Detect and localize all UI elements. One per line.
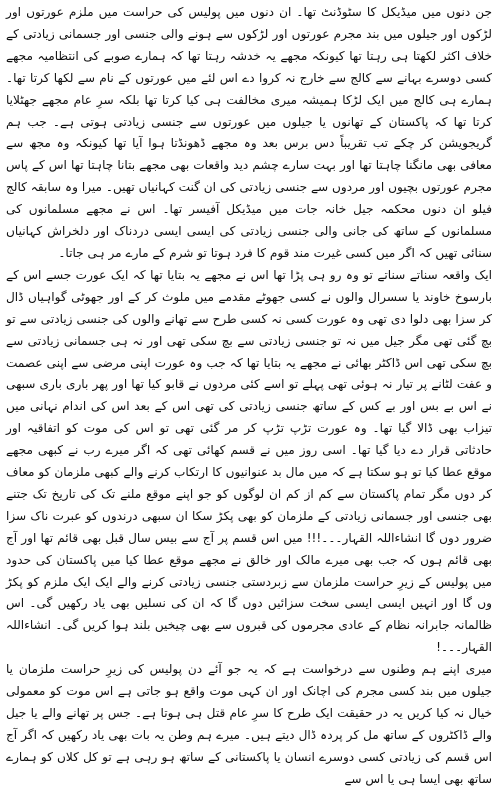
article-paragraph-1: جن دنوں میں میڈیکل کا سٹوڈنٹ تھا۔ ان دنوں میں پولیس کی حراست میں ملزم عورتوں اور لڑکوں اور جیلوں میں بند مجرم عورتوں اور لڑکوں سے ہونے والی جنسی اور جسمانی زیادتی کے خلاف اکثر لکھتا ہی رہتا تھا کیونکہ مجھے یہ خدشہ رہتا تھا کہ ہمارے صوبے کی انتظامیہ مجھے کسی دوسرے بہانے سے کالج سے خارج نہ کروا دے اس لئے میں عورتوں کے نام سے لکھا کرتا تھا۔ ہمارے ہی کالج میں ایک لڑکا ہمیشہ میری مخالفت ہی کیا کرتا تھا بلکہ سرِ عام مجھے جھٹلایا کرتا تھا کہ پاکستان کے تھانوں یا جیلوں میں عورتوں سے جنسی زیادتی ہوتی ہے۔ جب ہم گریجویشن کر چکے تب تقریباً دس برس بعد وہ مجھے ڈھونڈتا ہوا آیا تھا کیونکہ وہ مجھ سے معافی بھی مانگنا چاہتا تھا اور بہت سارے چشم دید واقعات بھی مجھے بتانا چاہتا تھا اس کے پاس مجرم عورتوں بچیوں اور مردوں سے جنسی زیادتی کی ان گنت کہانیاں تھیں۔ میرا وہ سابقہ کالج فیلو ان دنوں محکمہ جیل خانہ جات میں میڈیکل آفیسر تھا۔ اس نے مجھے مسلمانوں کی مسلمانوں کے ساتھ کی جانی والی جنسی زیادتی کی ایسی ایسی دردناک اور دلخراش کہانیاں سنائی تھیں کہ اگر میں کسی غیرت مند قوم کا فرد ہوتا تو شرم کے مارے مر ہی جاتا۔ bbox=[6, 5, 492, 260]
article-paragraph-3: میری اپنے ہم وطنوں سے درخواست ہے کہ یہ جو آئے دن پولیس کی زیرِ حراست ملزمان یا جیلوں میں بند کسی مجرم کی اچانک اور ان کہی موت واقع ہو جاتی ہے اس موت کو معمولی خیال نہ کیا کریں یہ در حقیقت ایک طرح کا سرِ عام قتل ہی ہوتا ہے۔ جس پر تھانے والے یا جیل والے ڈاکٹروں کے ساتھ مل کر پردہ ڈال دیتے ہیں۔ میرے ہم وطن یہ بات بھی یاد رکھیں کہ اگر آج اس قسم کی زیادتی کسی دوسرے انسان یا پاکستانی کے ساتھ ہو رہی ہے تو کل کلاں کو ہمارے ساتھ بھی ایسا ہی یا اس سے bbox=[6, 662, 492, 786]
article-paragraph-2: ایک واقعہ سناتے سناتے تو وہ رو ہی پڑا تھا اس نے مجھے یہ بتایا تھا کہ ایک عورت جسے اس کے بارسوخ خاوند یا سسرال والوں نے کسی جھوٹے مقدمے میں ملوث کر کے اور جھوٹی گواہیاں ڈال کر سزا بھی دلوا دی تھی وہ عورت کسی نہ کسی طرح سے تھانے والوں کی جنسی زیادتی سے تو بچ گئی تھی مگر جیل میں نہ تو جنسی زیادتی سے بچ سکی تھی اور نہ ہی جسمانی زیادتی سے بچ سکی تھی اس ڈاکٹر بھائی نے مجھے یہ بتایا تھا کہ جب وہ عورت اپنی مرضی سے اپنی عصمت و عفت لٹانے پر تیار نہ ہوئی تھی پہلے تو اسے کئی مردوں نے قابو کیا تھا اور پھر باری باری سبھی نے اس بے بس اور بے کس کے ساتھ جنسی زیادتی کی تھی اس کے بعد اس کی اندام نہانی میں تیزاب بھی ڈالا گیا تھا۔ وہ عورت تڑپ تڑپ کر مر گئی تھی تو اس کی موت کو اتفاقیہ اور حادثاتی قرار دے دیا گیا تھا۔ اسی روز میں نے قسم کھائی تھی کہ اگر میرے رب نے کبھی مجھے موقع عطا کیا تو ہو سکتا ہے کہ میں مال بد عنوانیوں کا ارتکاب کرنے والے کبھی ملزمان کو معاف کر دوں مگر تمام پاکستان سے کم از کم ان لوگوں کو جو اپنے موقع ملنے تک کی تاریخ تک جتنے بھی جنسی اور جسمانی زیادتی کے ملزمان کو بھی پکڑ سکا ان سبھی درندوں کو عبرت ناک سزا ضرور دوں گا انشاءاللہ القہار۔۔۔!!! میں اس قسم پر آج سے بیس سال قبل بھی قائم تھا اور آج بھی قائم ہوں کہ جب بھی میرے مالک اور خالق نے مجھے موقع عطا کیا میں پاکستان کی حدود میں پولیس کے زیرِ حراست ملزمان سے زبردستی جنسی زیادتی کرنے والے ایک ایک ملزم کو پکڑ وں گا اور انہیں ایسی ایسی سخت سزائیں دوں گا کہ ان کی نسلیں بھی یاد رکھیں گی۔ اس ظالمانہ جابرانہ نظام کے عادی مجرموں کی قبروں سے بھی چیخیں بلند ہوا کریں گی۔ انشاءاللہ القہار۔۔۔! bbox=[6, 267, 492, 655]
